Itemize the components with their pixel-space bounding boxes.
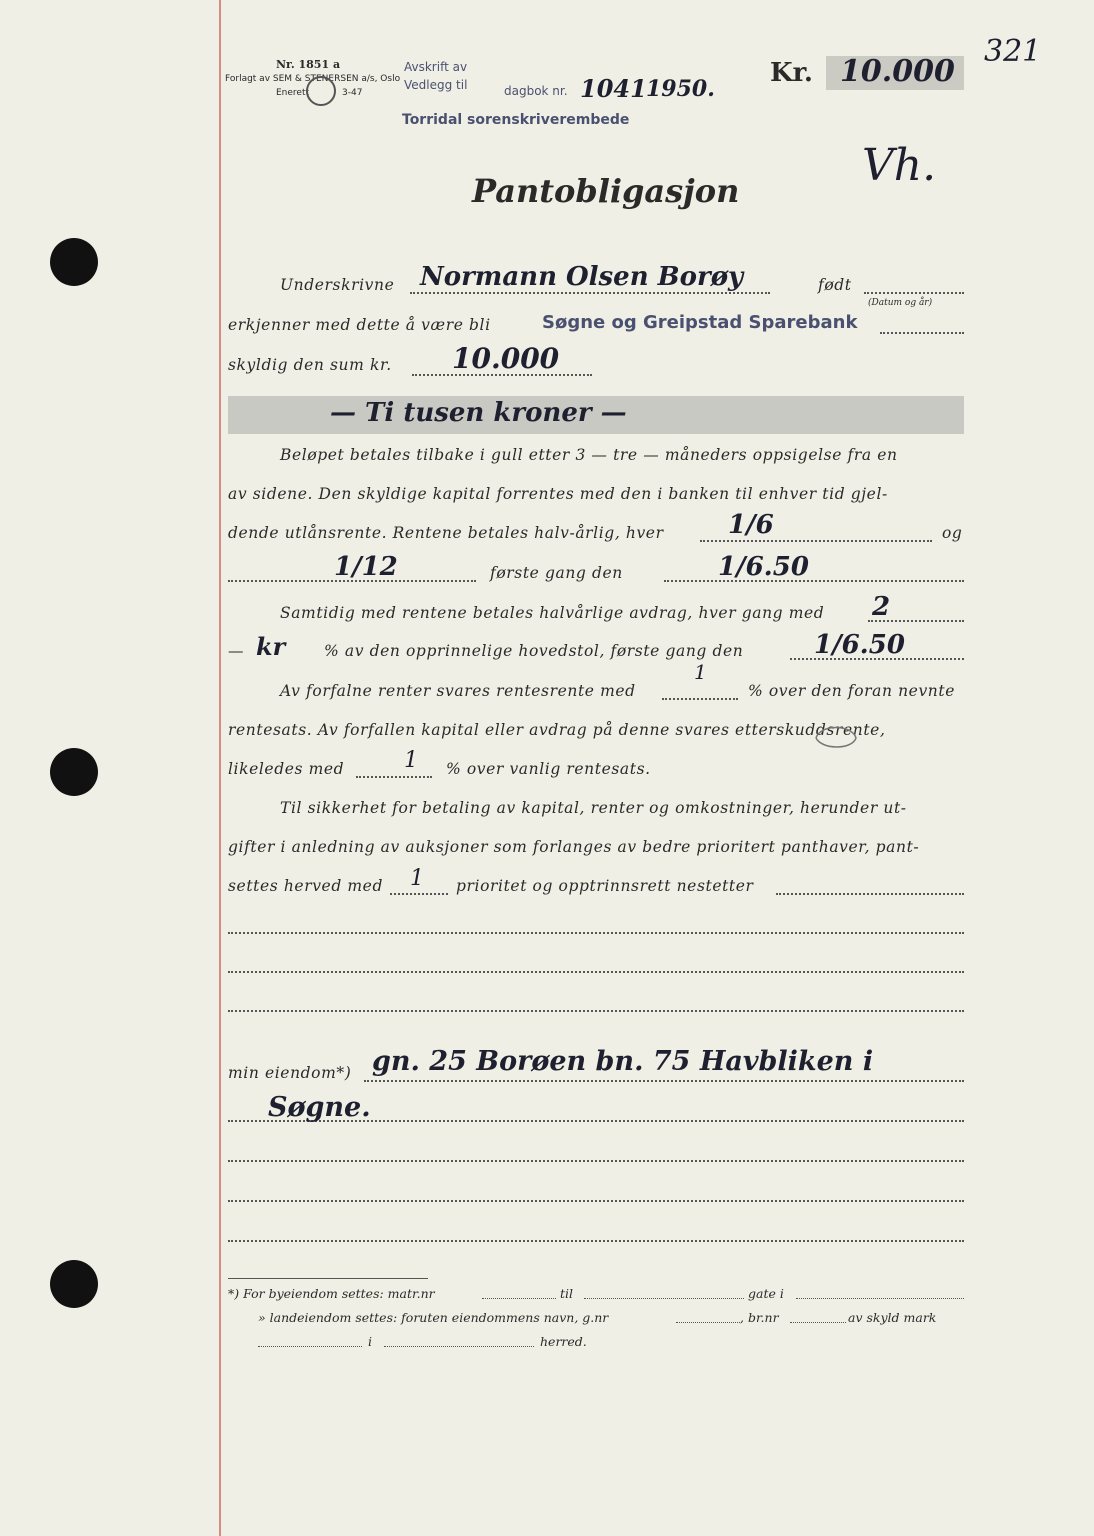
body-line-12b: prioritet og opptrinnsrett nestetter bbox=[456, 877, 754, 895]
footnote-herred: herred. bbox=[540, 1334, 587, 1349]
page-number: 321 bbox=[984, 34, 1042, 69]
blank-line-2 bbox=[228, 971, 964, 973]
eiendom-value: gn. 25 Borøen bn. 75 Havbliken i bbox=[372, 1046, 874, 1077]
prioritet-dots bbox=[390, 893, 448, 895]
footnote-brnr: , br.nr bbox=[740, 1310, 779, 1325]
rentesrente-dots bbox=[662, 698, 738, 700]
rentesrente-value: 1 bbox=[694, 660, 707, 684]
hver-value: 1/6 bbox=[728, 510, 774, 540]
body-line-2: av sidene. Den skyldige kapital forrentes med den i banken til enhver tid gjel- bbox=[228, 485, 888, 503]
hver-dots bbox=[700, 540, 932, 542]
avdrag-unit: kr bbox=[256, 632, 286, 661]
footnote-gate: gate i bbox=[748, 1286, 784, 1301]
publisher-code: 3-47 bbox=[342, 88, 363, 98]
body-line-5: Samtidig med rentene betales halvårlige avdrag, hver gang med bbox=[280, 604, 825, 622]
underskrivne-label: Underskrivne bbox=[280, 276, 395, 294]
first-date-dots bbox=[664, 580, 964, 582]
stamp-avskrift: Avskrift av bbox=[404, 60, 468, 74]
dash: — bbox=[228, 642, 245, 660]
bank-dots bbox=[880, 332, 964, 334]
blank-line-5 bbox=[228, 1200, 964, 1202]
punch-hole-top bbox=[50, 238, 98, 286]
footnote-line-1: *) For byeiendom settes: matr.nr bbox=[228, 1286, 435, 1301]
punch-hole-middle bbox=[50, 748, 98, 796]
kr-label: Kr. bbox=[770, 58, 813, 88]
body-line-7: Av forfalne renter svares rentesrente med bbox=[280, 682, 636, 700]
blank-line-1 bbox=[228, 932, 964, 934]
avdrag-value: 2 bbox=[872, 592, 891, 622]
prioritet-value: 1 bbox=[410, 866, 424, 891]
stamp-office: Torridal sorenskriverembede bbox=[402, 112, 630, 128]
bank-value: Søgne og Greipstad Sparebank bbox=[542, 312, 858, 333]
body-line-9b: % over vanlig rentesats. bbox=[446, 760, 651, 778]
second-date-value: 1/12 bbox=[334, 552, 398, 582]
footnote-dots-7 bbox=[384, 1346, 534, 1347]
sum-value: 10.000 bbox=[452, 342, 560, 375]
underskrivne-dots bbox=[410, 292, 770, 294]
footnote-til: til bbox=[560, 1286, 574, 1301]
dagbok-label: dagbok nr. bbox=[504, 84, 568, 98]
og-label: og bbox=[942, 524, 963, 542]
etterskudd-dots bbox=[356, 776, 432, 778]
eiendom-label: min eiendom*) bbox=[228, 1064, 352, 1082]
body-line-7b: % over den foran nevnte bbox=[748, 682, 955, 700]
footnote-i: i bbox=[368, 1334, 372, 1349]
footnote-dots-6 bbox=[258, 1346, 362, 1347]
initials: Vh. bbox=[862, 140, 937, 191]
avdrag-date-value: 1/6.50 bbox=[814, 630, 905, 660]
body-line-11: gifter i anledning av auksjoner som forlanges av bedre prioritert panthaver, pant- bbox=[228, 838, 920, 856]
fodt-label: født bbox=[818, 276, 852, 294]
eiendom-value-2: Søgne. bbox=[268, 1092, 371, 1123]
first-date-value: 1/6.50 bbox=[718, 552, 809, 582]
punch-hole-bottom bbox=[50, 1260, 98, 1308]
sum-words: — Ti tusen kroner — bbox=[330, 398, 627, 428]
form-number: Nr. 1851 a bbox=[276, 58, 341, 71]
footnote-dots-3 bbox=[796, 1298, 964, 1299]
body-line-9: likeledes med bbox=[228, 760, 345, 778]
margin-line bbox=[219, 0, 221, 1536]
footnote-dots-4 bbox=[676, 1322, 740, 1323]
etterskudd-value: 1 bbox=[404, 748, 418, 773]
publisher-logo bbox=[306, 76, 336, 106]
body-line-12: settes herved med bbox=[228, 877, 383, 895]
forste-gang-label: første gang den bbox=[490, 564, 623, 582]
body-line-8: rentesats. Av forfallen kapital eller avdrag på denne svares etterskuddsrente, bbox=[228, 721, 886, 739]
footnote-skyld: av skyld mark bbox=[848, 1310, 937, 1325]
document-title: Pantobligasjon bbox=[472, 172, 740, 210]
blank-line-3 bbox=[228, 1010, 964, 1012]
footnote-dots-1 bbox=[482, 1298, 556, 1299]
body-line-10: Til sikkerhet for betaling av kapital, renter og omkostninger, herunder ut- bbox=[280, 799, 907, 817]
dagbok-year: 1950. bbox=[646, 76, 715, 102]
body-line-3: dende utlånsrente. Rentene betales halv-årlig, hver bbox=[228, 524, 664, 542]
footnote-dots-2 bbox=[584, 1298, 744, 1299]
erkjenner-label: erkjenner med dette å være bli bbox=[228, 316, 491, 334]
footnote-dots-5 bbox=[790, 1322, 846, 1323]
underskrivne-value: Normann Olsen Borøy bbox=[420, 262, 744, 292]
skyldig-label: skyldig den sum kr. bbox=[228, 356, 392, 374]
publisher-line: Forlagt av SEM & STENERSEN a/s, Oslo bbox=[225, 74, 401, 84]
publisher-enerett: Enerett bbox=[276, 88, 310, 98]
blank-line-6 bbox=[228, 1240, 964, 1242]
dagbok-number: 1041 bbox=[580, 74, 647, 103]
footnote-rule bbox=[228, 1278, 428, 1279]
eiendom-dots bbox=[364, 1080, 964, 1082]
fodt-hint: (Datum og år) bbox=[868, 298, 933, 308]
body-line-1: Beløpet betales tilbake i gull etter 3 — tre — måneders oppsigelse fra en bbox=[280, 446, 898, 464]
stamp-vedlegg: Vedlegg til bbox=[404, 78, 468, 92]
nestetter-dots bbox=[776, 893, 964, 895]
fodt-dots bbox=[864, 292, 964, 294]
body-line-6: % av den opprinnelige hovedstol, første gang den bbox=[324, 642, 744, 660]
footnote-line-2: » landeiendom settes: foruten eiendommens navn, g.nr bbox=[258, 1310, 609, 1325]
kr-amount: 10.000 bbox=[840, 54, 955, 89]
blank-line-4 bbox=[228, 1160, 964, 1162]
pencil-mark bbox=[812, 722, 860, 752]
